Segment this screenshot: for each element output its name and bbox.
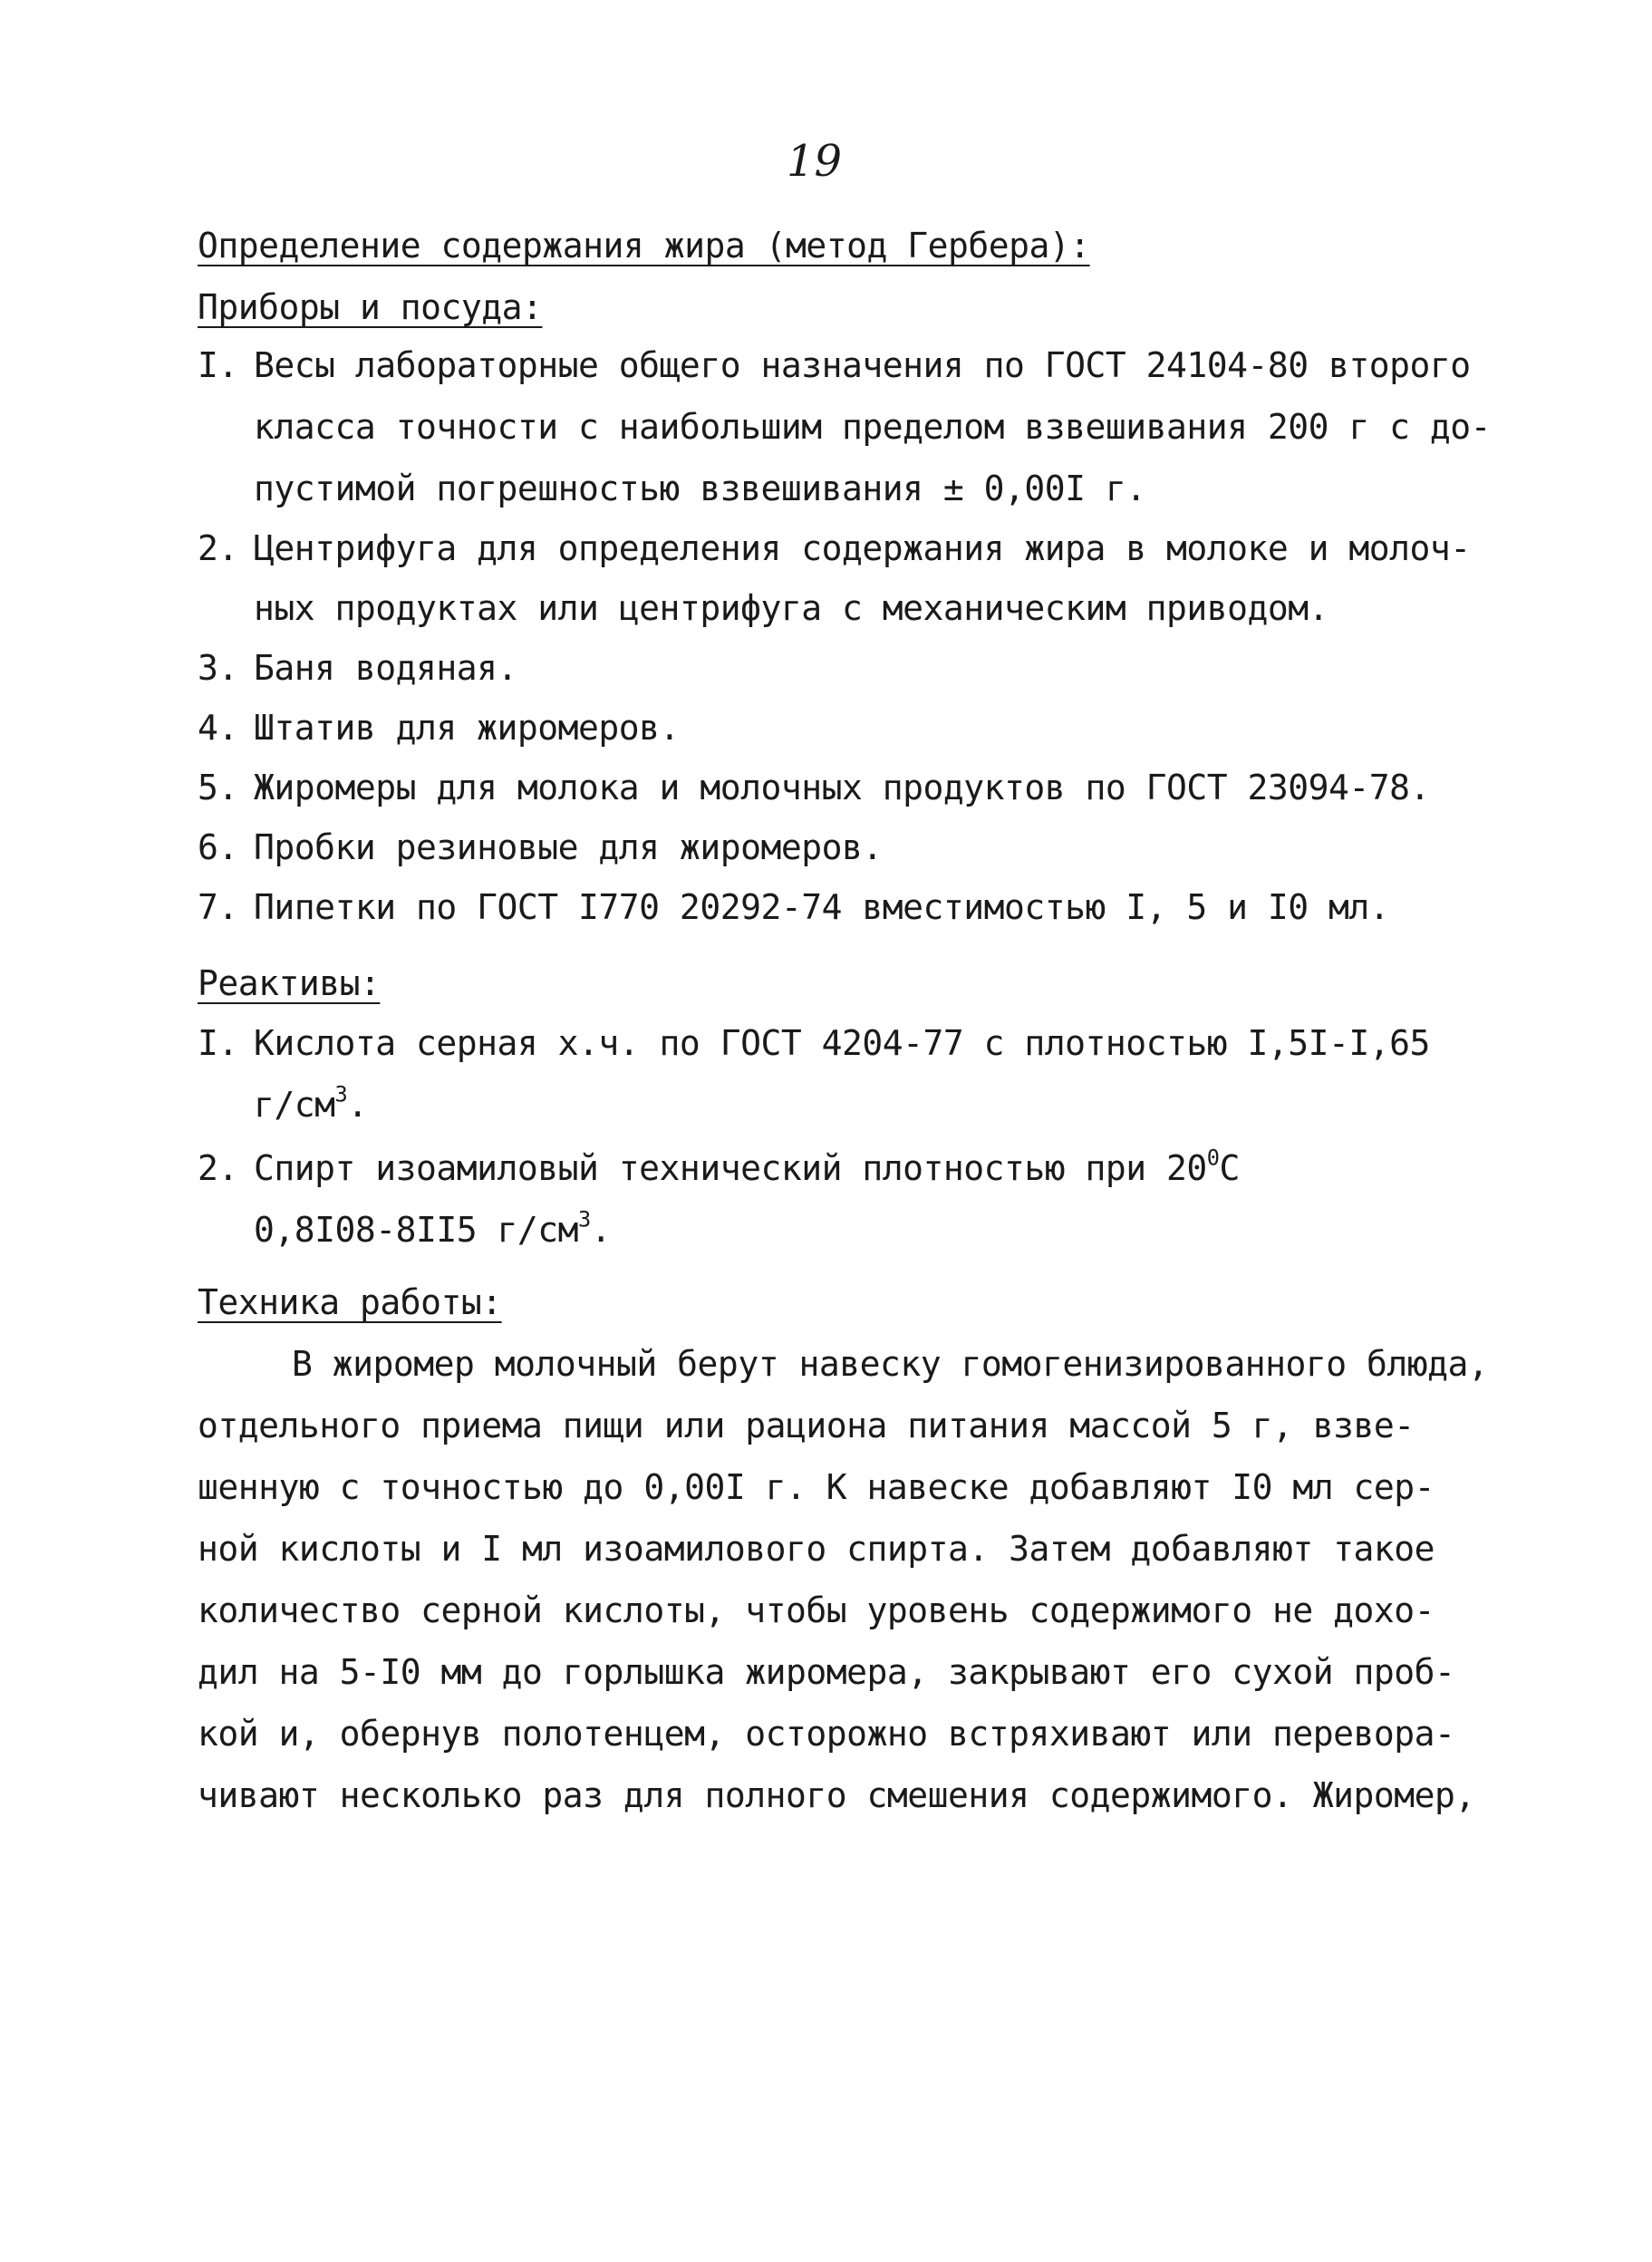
item-number: 6. <box>198 827 238 867</box>
item-number: 3. <box>198 648 238 688</box>
item-text: Баня водяная. <box>254 648 517 688</box>
equipment-item <box>198 827 883 867</box>
page-number: 19 <box>787 136 843 187</box>
reagent-item-continuation: 0,8I08-8II5 $г/см^3$. <box>254 1206 612 1250</box>
item-number: 5. <box>198 768 238 807</box>
equipment-item <box>198 887 1390 927</box>
technique-title: Техника работы: <box>198 1282 502 1322</box>
item-text: Весы лабораторные общего назначения по ГОСТ 24104-80 второго <box>254 345 1471 385</box>
equipment-item-continuation: ных продуктах или центрифуга с механическим приводом. <box>254 588 1329 628</box>
item-number: 2. <box>198 528 238 568</box>
item-text: Центрифуга для определения содержания жира в молоке и молоч- <box>254 528 1471 568</box>
item-text: Штатив для жиромеров. <box>254 708 680 748</box>
equipment-title: Приборы и посуда: <box>198 287 543 327</box>
reagent-item: 2. Спирт изоамиловый технический плотностью при $20^0С$ <box>198 1145 1240 1188</box>
item-number: 7. <box>198 887 238 927</box>
reagent-item <box>198 1023 1430 1063</box>
item-text: Пипетки по ГОСТ I770 20292-74 вместимостью I, 5 и I0 мл. <box>254 887 1390 927</box>
paragraph-line: шенную с точностью до 0,00I г. К навеске добавляют I0 мл сер- <box>198 1467 1435 1507</box>
item-number: 2. <box>198 1148 238 1188</box>
superscript: 3 <box>578 1206 591 1232</box>
item-text: Жиромеры для молока и молочных продуктов по ГОСТ 23094-78. <box>254 768 1430 807</box>
paragraph-line: дил на 5-I0 мм до горлышка жиромера, закрывают его сухой проб- <box>198 1652 1455 1692</box>
paragraph-line: отдельного приема пищи или рациона питания массой 5 г, взве- <box>198 1406 1415 1445</box>
reagents-title: Реактивы: <box>198 963 381 1003</box>
equipment-item-continuation: класса точности с наибольшим пределом взвешивания 200 г с до- <box>254 407 1492 447</box>
paragraph-line: чивают несколько раз для полного смешения содержимого. Жиромер, <box>198 1775 1475 1815</box>
superscript: 0 <box>1206 1145 1220 1171</box>
reagent-item-continuation: $г/см^3$. <box>254 1081 368 1125</box>
paragraph-line: количество серной кислоты, чтобы уровень содержимого не дохо- <box>198 1590 1435 1630</box>
equipment-item <box>198 708 680 748</box>
equipment-item <box>198 648 517 688</box>
item-number: I. <box>198 345 238 385</box>
equipment-item <box>198 345 1471 385</box>
equipment-item <box>198 528 1471 568</box>
item-text: Пробки резиновые для жиромеров. <box>254 827 883 867</box>
equipment-item <box>198 770 1430 805</box>
item-number: I. <box>198 1023 238 1063</box>
section-heading: Определение содержания жира (метод Гербера): <box>198 226 1090 266</box>
item-text: Кислота серная х.ч. по ГОСТ 4204-77 с плотностью I,5I-I,65 <box>254 1023 1430 1063</box>
paragraph-line: кой и, обернув полотенцем, осторожно встряхивают или перевора- <box>198 1714 1455 1754</box>
paragraph-line: ной кислоты и I мл изоамилового спирта. Затем добавляют такое <box>198 1529 1435 1569</box>
item-number: 4. <box>198 708 238 748</box>
paragraph-line: В жиромер молочный берут навеску гомогенизированного блюда, <box>292 1344 1489 1384</box>
superscript: 3 <box>334 1081 348 1107</box>
equipment-item-continuation: пустимой погрешностью взвешивания ± 0,00I г. <box>254 469 1146 508</box>
